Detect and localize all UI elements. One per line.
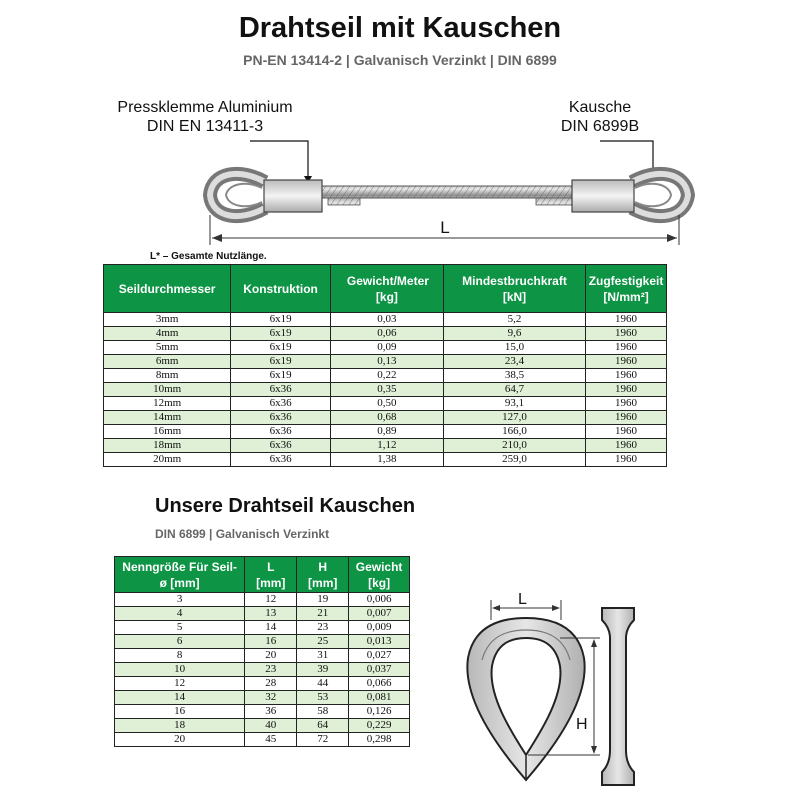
table-cell: 45 xyxy=(245,733,297,747)
table-cell: 1960 xyxy=(586,327,667,341)
table-cell: 40 xyxy=(245,719,297,733)
thimble-table-row xyxy=(115,663,410,677)
table-cell: 20 xyxy=(115,733,245,747)
clamp-label-line1: Pressklemme Aluminium xyxy=(117,99,293,116)
table-cell: 64 xyxy=(297,719,349,733)
table-cell: 1,12 xyxy=(330,439,443,453)
thimble-side-view xyxy=(602,608,634,785)
rope-table-row xyxy=(104,453,667,467)
thimble-spec-table xyxy=(114,556,410,747)
dim-L-label: L xyxy=(440,218,450,237)
rope-table-row xyxy=(104,383,667,397)
table-cell: 0,22 xyxy=(330,369,443,383)
table-cell: 58 xyxy=(297,705,349,719)
table-cell: 0,027 xyxy=(349,649,410,663)
col-header-H: H [mm] xyxy=(297,557,349,593)
thimble-table-row xyxy=(115,593,410,607)
table-cell: 1960 xyxy=(586,369,667,383)
table-cell: 6mm xyxy=(104,355,231,369)
table-cell: 9,6 xyxy=(443,327,585,341)
table-cell: 1960 xyxy=(586,383,667,397)
col-header-diameter: Seildurchmesser xyxy=(104,265,231,313)
table-cell: 5,2 xyxy=(443,313,585,327)
col-header-L: L [mm] xyxy=(245,557,297,593)
table-cell: 1960 xyxy=(586,397,667,411)
table-cell: 28 xyxy=(245,677,297,691)
table-cell: 0,50 xyxy=(330,397,443,411)
thimble-section-subtitle: DIN 6899 | Galvanisch Verzinkt xyxy=(155,527,330,541)
wire-rope xyxy=(318,186,576,198)
table-cell: 0,13 xyxy=(330,355,443,369)
thimble-table-row xyxy=(115,607,410,621)
table-cell: 21 xyxy=(297,607,349,621)
table-cell: 0,89 xyxy=(330,425,443,439)
thimble-dim-L-label: L xyxy=(518,591,527,608)
col-header-breaking-force: Mindestbruchkraft [kN] xyxy=(443,265,585,313)
table-cell: 20mm xyxy=(104,453,231,467)
table-cell: 166,0 xyxy=(443,425,585,439)
rope-table-row xyxy=(104,439,667,453)
thimble-label-line1: Kausche xyxy=(568,99,632,116)
table-cell: 3 xyxy=(115,593,245,607)
rope-spec-table xyxy=(103,264,667,467)
rope-table-row xyxy=(104,425,667,439)
table-cell: 1960 xyxy=(586,341,667,355)
table-cell: 0,006 xyxy=(349,593,410,607)
table-cell: 36 xyxy=(245,705,297,719)
thimble-drawing xyxy=(430,580,670,790)
table-cell: 53 xyxy=(297,691,349,705)
thimble-table-row xyxy=(115,691,410,705)
table-cell: 0,229 xyxy=(349,719,410,733)
table-cell: 13 xyxy=(245,607,297,621)
rope-table-row xyxy=(104,369,667,383)
table-cell: 4 xyxy=(115,607,245,621)
table-cell: 12 xyxy=(245,593,297,607)
table-cell: 23,4 xyxy=(443,355,585,369)
table-cell: 6x19 xyxy=(231,369,331,383)
table-cell: 0,06 xyxy=(330,327,443,341)
table-cell: 6 xyxy=(115,635,245,649)
thimble-table-row xyxy=(115,649,410,663)
table-cell: 14 xyxy=(245,621,297,635)
table-cell: 18 xyxy=(115,719,245,733)
table-cell: 10 xyxy=(115,663,245,677)
rope-table-row xyxy=(104,411,667,425)
col-header-nominal-size: Nenngröße Für Seil-ø [mm] xyxy=(115,557,245,593)
table-cell: 12mm xyxy=(104,397,231,411)
table-cell: 0,03 xyxy=(330,313,443,327)
rope-table-row xyxy=(104,355,667,369)
rope-table-row xyxy=(104,327,667,341)
thimble-table-row xyxy=(115,719,410,733)
table-cell: 12 xyxy=(115,677,245,691)
table-cell: 1960 xyxy=(586,425,667,439)
table-cell: 0,298 xyxy=(349,733,410,747)
table-cell: 8 xyxy=(115,649,245,663)
rope-tail-right xyxy=(536,198,572,205)
table-cell: 18mm xyxy=(104,439,231,453)
table-cell: 16mm xyxy=(104,425,231,439)
table-cell: 259,0 xyxy=(443,453,585,467)
table-cell: 0,066 xyxy=(349,677,410,691)
table-cell: 15,0 xyxy=(443,341,585,355)
length-note: L* – Gesamte Nutzlänge. xyxy=(150,251,267,262)
table-cell: 16 xyxy=(115,705,245,719)
table-cell: 6x19 xyxy=(231,313,331,327)
rope-assembly-diagram xyxy=(0,130,800,250)
table-cell: 39 xyxy=(297,663,349,677)
table-cell: 14mm xyxy=(104,411,231,425)
table-cell: 0,09 xyxy=(330,341,443,355)
table-cell: 0,007 xyxy=(349,607,410,621)
thimble-section-title: Unsere Drahtseil Kauschen xyxy=(155,495,416,517)
table-cell: 4mm xyxy=(104,327,231,341)
col-header-weight-kg: Gewicht [kg] xyxy=(349,557,410,593)
table-cell: 3mm xyxy=(104,313,231,327)
table-cell: 44 xyxy=(297,677,349,691)
col-header-weight: Gewicht/Meter [kg] xyxy=(330,265,443,313)
table-cell: 1960 xyxy=(586,355,667,369)
table-cell: 16 xyxy=(245,635,297,649)
table-cell: 6x36 xyxy=(231,397,331,411)
thimble-dim-H-label: H xyxy=(576,716,588,733)
rope-table-row xyxy=(104,397,667,411)
table-cell: 6x19 xyxy=(231,355,331,369)
table-cell: 0,126 xyxy=(349,705,410,719)
col-header-construction: Konstruktion xyxy=(231,265,331,313)
col-header-tensile-strength: Zugfestigkeit [N/mm²] xyxy=(586,265,667,313)
table-cell: 8mm xyxy=(104,369,231,383)
table-cell: 6x36 xyxy=(231,383,331,397)
right-press-clamp xyxy=(572,180,634,212)
thimble-table-row xyxy=(115,621,410,635)
table-cell: 0,35 xyxy=(330,383,443,397)
clamp-label-line2: DIN EN 13411-3 xyxy=(146,118,264,135)
table-cell: 5 xyxy=(115,621,245,635)
table-cell: 6x36 xyxy=(231,439,331,453)
page-subtitle: PN-EN 13414-2 | Galvanisch Verzinkt | DIN 6899 xyxy=(243,52,557,68)
rope-table-row xyxy=(104,341,667,355)
table-cell: 6x36 xyxy=(231,411,331,425)
thimble-table-row xyxy=(115,635,410,649)
table-cell: 6x19 xyxy=(231,341,331,355)
table-cell: 6x19 xyxy=(231,327,331,341)
thimble-table-row xyxy=(115,733,410,747)
thimble-label-line2: DIN 6899B xyxy=(560,118,640,135)
page-title: Drahtseil mit Kauschen xyxy=(238,12,562,44)
rope-tail-left xyxy=(328,198,360,205)
table-cell: 6x36 xyxy=(231,425,331,439)
table-cell: 23 xyxy=(297,621,349,635)
table-cell: 127,0 xyxy=(443,411,585,425)
table-cell: 38,5 xyxy=(443,369,585,383)
thimble-table-row xyxy=(115,705,410,719)
table-cell: 32 xyxy=(245,691,297,705)
table-cell: 0,68 xyxy=(330,411,443,425)
table-cell: 19 xyxy=(297,593,349,607)
rope-table-row xyxy=(104,313,667,327)
table-cell: 14 xyxy=(115,691,245,705)
thimble-table-row xyxy=(115,677,410,691)
table-cell: 20 xyxy=(245,649,297,663)
table-cell: 5mm xyxy=(104,341,231,355)
table-cell: 10mm xyxy=(104,383,231,397)
table-cell: 0,081 xyxy=(349,691,410,705)
table-cell: 23 xyxy=(245,663,297,677)
table-cell: 0,037 xyxy=(349,663,410,677)
table-cell: 1960 xyxy=(586,439,667,453)
table-cell: 210,0 xyxy=(443,439,585,453)
table-cell: 6x36 xyxy=(231,453,331,467)
table-cell: 64,7 xyxy=(443,383,585,397)
table-cell: 93,1 xyxy=(443,397,585,411)
table-cell: 0,013 xyxy=(349,635,410,649)
table-cell: 72 xyxy=(297,733,349,747)
table-cell: 1,38 xyxy=(330,453,443,467)
left-press-clamp xyxy=(264,180,322,212)
table-cell: 1960 xyxy=(586,313,667,327)
table-cell: 25 xyxy=(297,635,349,649)
table-cell: 31 xyxy=(297,649,349,663)
table-cell: 1960 xyxy=(586,411,667,425)
table-cell: 0,009 xyxy=(349,621,410,635)
table-cell: 1960 xyxy=(586,453,667,467)
